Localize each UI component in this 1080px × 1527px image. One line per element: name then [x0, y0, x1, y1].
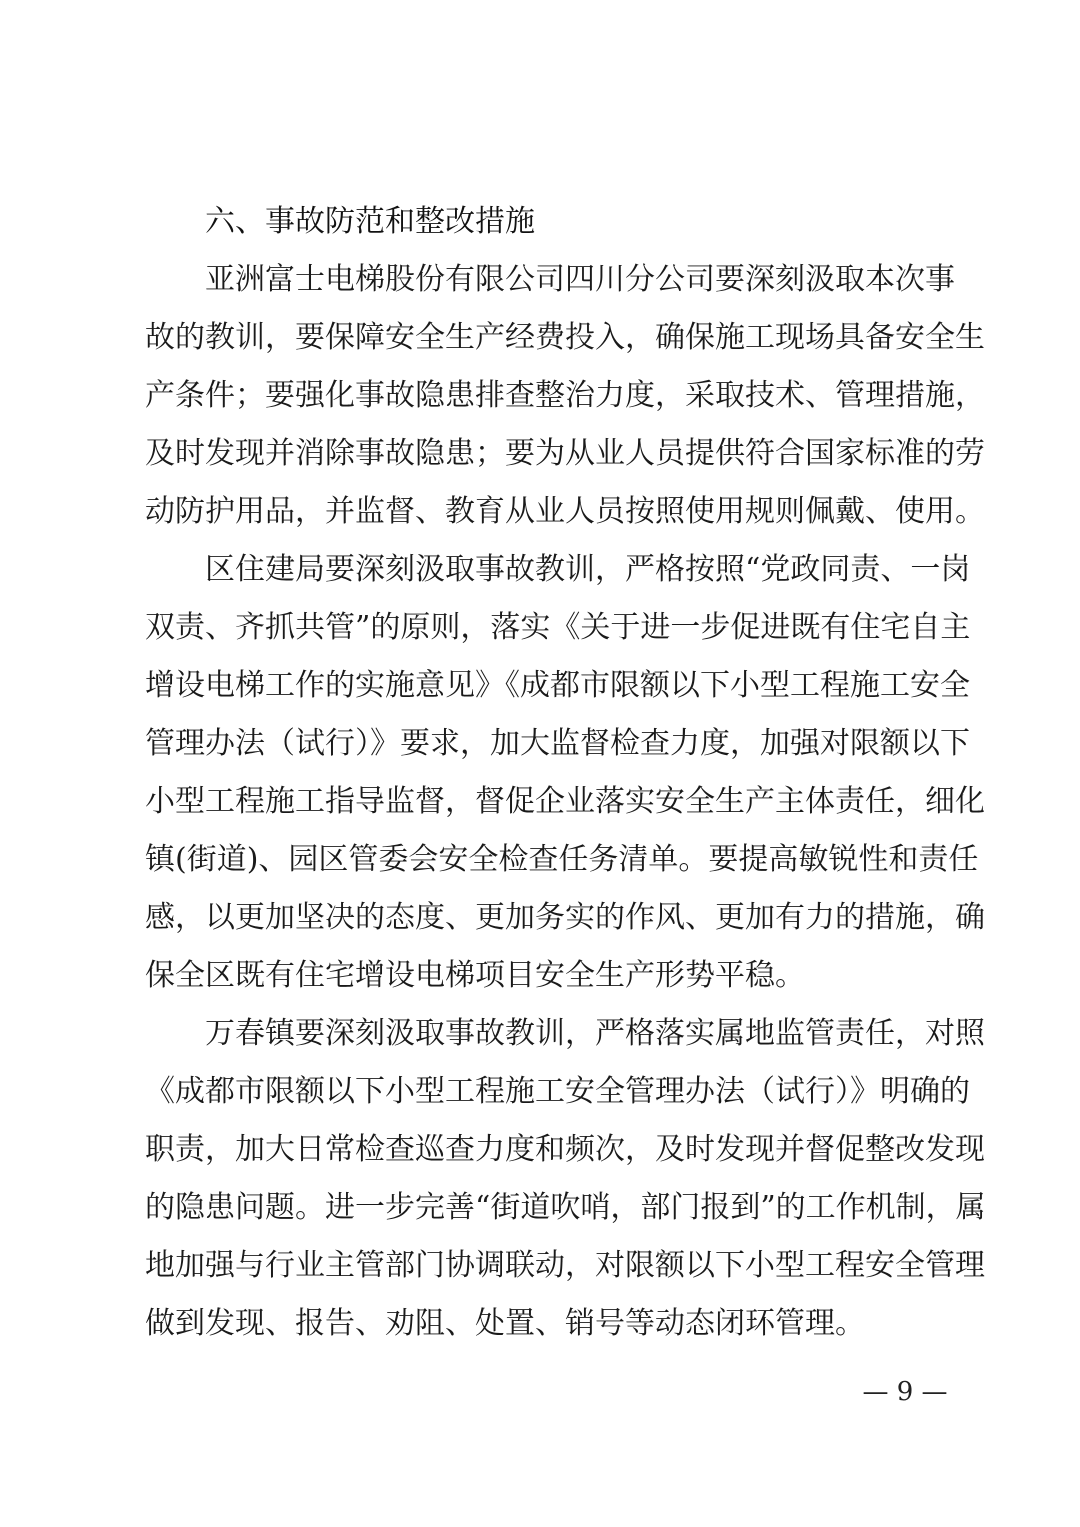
paragraph-line: 及时发现并消除事故隐患；要为从业人员提供符合国家标准的劳 — [145, 436, 985, 471]
paragraph-line: 产条件；要强化事故隐患排查整治力度，采取技术、管理措施， — [145, 378, 985, 413]
paragraph-line: 增设电梯工作的实施意见》《成都市限额以下小型工程施工安全 — [145, 668, 970, 703]
paragraph-line: 万春镇要深刻汲取事故教训，严格落实属地监管责任，对照 — [205, 1016, 985, 1051]
paragraph-line: 的隐患问题。进一步完善“街道吹哨，部门报到”的工作机制，属 — [145, 1190, 986, 1225]
page-number: — 9 — — [862, 1377, 948, 1407]
paragraph-line: 感，以更加坚决的态度、更加务实的作风、更加有力的措施，确 — [145, 900, 985, 935]
paragraph-line: 动防护用品，并监督、教育从业人员按照使用规则佩戴、使用。 — [145, 494, 985, 529]
paragraph-line: 职责，加大日常检查巡查力度和频次，及时发现并督促整改发现 — [145, 1132, 985, 1167]
paragraph-line: 双责、齐抓共管”的原则，落实《关于进一步促进既有住宅自主 — [145, 610, 971, 645]
paragraph-line: 区住建局要深刻汲取事故教训，严格按照“党政同责、一岗 — [205, 552, 971, 587]
paragraph-line: 做到发现、报告、劝阻、处置、销号等动态闭环管理。 — [145, 1306, 865, 1341]
paragraph-line: 管理办法（试行）》要求，加大监督检查力度，加强对限额以下 — [145, 726, 970, 761]
paragraph-line: 镇(街道)、园区管委会安全检查任务清单。要提高敏锐性和责任 — [145, 842, 979, 877]
paragraph-line: 亚洲富士电梯股份有限公司四川分公司要深刻汲取本次事 — [205, 262, 955, 297]
section-heading: 六、事故防范和整改措施 — [205, 204, 535, 239]
paragraph-line: 《成都市限额以下小型工程施工安全管理办法（试行）》明确的 — [145, 1074, 970, 1109]
paragraph-line: 保全区既有住宅增设电梯项目安全生产形势平稳。 — [145, 958, 805, 993]
paragraph-line: 故的教训，要保障安全生产经费投入，确保施工现场具备安全生 — [145, 320, 985, 355]
paragraph-line: 地加强与行业主管部门协调联动，对限额以下小型工程安全管理 — [145, 1248, 985, 1283]
paragraph-line: 小型工程施工指导监督，督促企业落实安全生产主体责任，细化 — [145, 784, 985, 819]
